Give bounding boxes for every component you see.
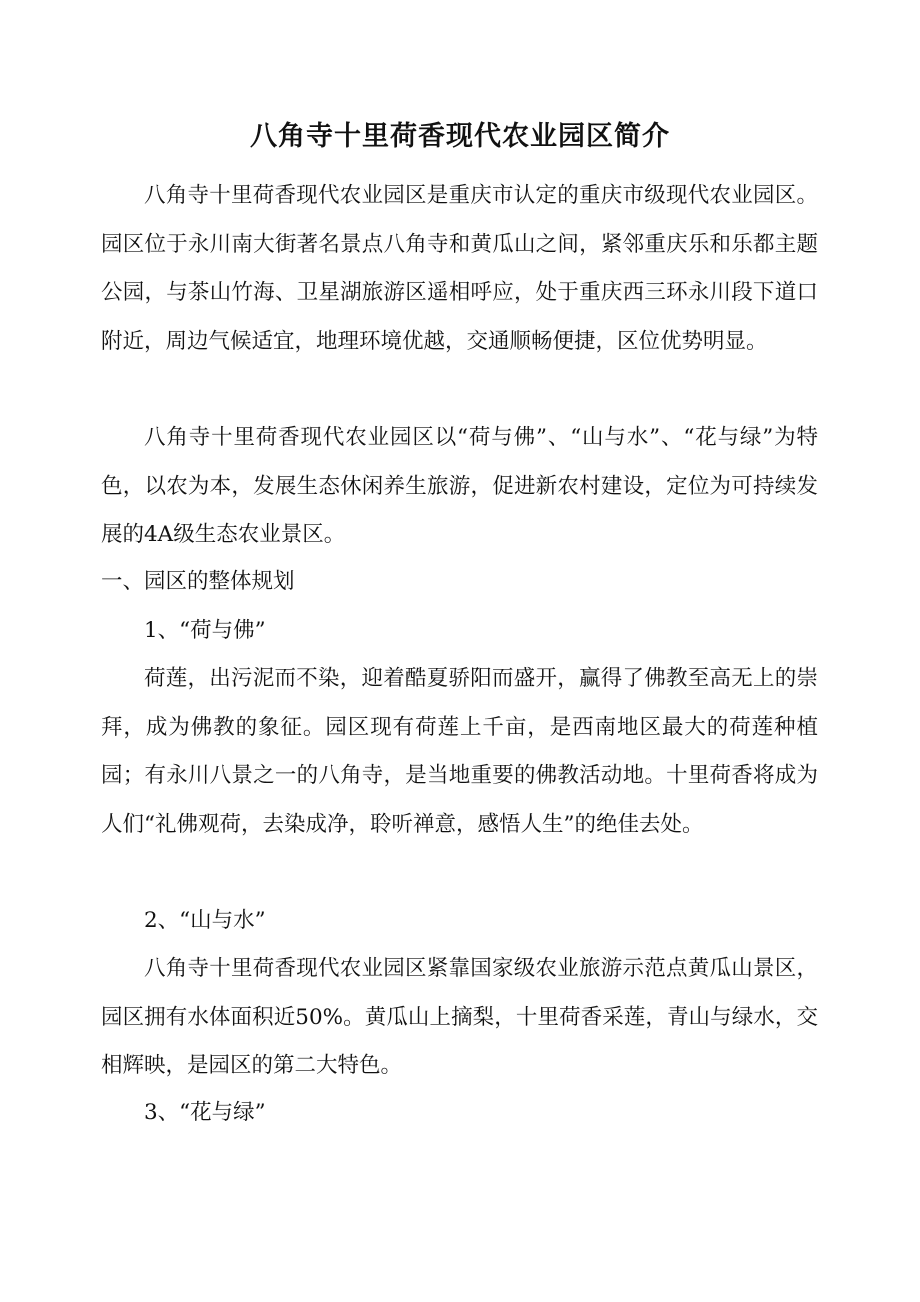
subsection-2-paragraph: 八角寺十里荷香现代农业园区紧靠国家级农业旅游示范点黄瓜山景区，园区拥有水体面积近50%。黄瓜山上摘梨，十里荷香采莲，青山与绿水，交相辉映，是园区的第二大特色。	[101, 956, 818, 1078]
subsection-3-heading: 3、“花与绿”	[144, 1100, 266, 1125]
subsection-2-heading: 2、“山与水”	[144, 908, 266, 933]
section-1-heading: 一、园区的整体规划	[101, 569, 295, 594]
subsection-1-paragraph: 荷莲，出污泥而不染，迎着酷夏骄阳而盛开，赢得了佛教至高无上的崇拜，成为佛教的象征。园区现有荷莲上千亩，是西南地区最大的荷莲种植园；有永川八景之一的八角寺，是当地重要的佛教活动地。十里荷香将成为人们“礼佛观荷，去染成净，聆听禅意，感悟人生”的绝佳去处。	[101, 666, 818, 837]
intro-paragraph-1: 八角寺十里荷香现代农业园区是重庆市认定的重庆市级现代农业园区。园区位于永川南大街著名景点八角寺和黄瓜山之间，紧邻重庆乐和乐都主题公园，与茶山竹海、卫星湖旅游区遥相呼应，处于重庆西三环永川段下道口附近，周边气候适宜，地理环境优越，交通顺畅便捷，区位优势明显。	[101, 183, 818, 354]
subsection-1-heading: 1、“荷与佛”	[144, 618, 266, 643]
intro-paragraph-2: 八角寺十里荷香现代农业园区以“荷与佛”、“山与水”、“花与绿”为特色，以农为本，发展生态休闲养生旅游，促进新农村建设，定位为可持续发展的4A级生态农业景区。	[101, 425, 818, 547]
document-title: 八角寺十里荷香现代农业园区简介	[250, 121, 670, 152]
